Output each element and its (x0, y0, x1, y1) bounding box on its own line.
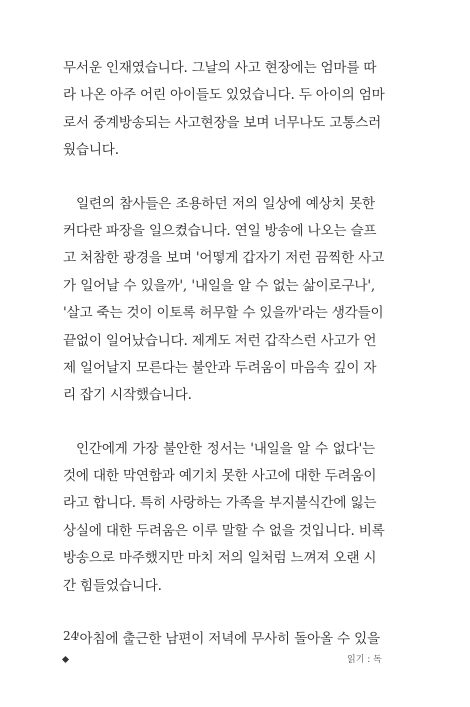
paragraph (63, 626, 380, 653)
text-line: 일련의 참사들은 조용하던 저의 일상에 예상치 못한 (76, 195, 375, 212)
text-line: 간 힘들었습니다. (63, 577, 162, 594)
text-line: 로서 중계방송되는 사고현장을 보며 너무나도 고통스러 (63, 114, 382, 131)
text-line: 라 나온 아주 어린 아이들도 있었습니다. 두 아이의 엄마 (63, 87, 385, 104)
paragraph (63, 55, 385, 165)
text-line: 상실에 대한 두려움은 이루 말할 수 없을 것입니다. 비록 (63, 522, 385, 539)
text-line: 고 처참한 광경을 보며 '어떻게 갑자기 저런 끔찍한 사고 (63, 250, 384, 267)
paragraph (63, 191, 384, 410)
paragraph (63, 436, 385, 600)
page-number: 24 (63, 629, 79, 643)
text-line: 가 일어날 수 있을까', '내일을 알 수 없는 삶이로구나', (63, 277, 375, 294)
text-line: 것에 대한 막연함과 예기치 못한 사고에 대한 두려움이 (63, 468, 377, 485)
body-text (63, 55, 385, 679)
running-footer-title: 읽기 : 독 (347, 655, 382, 665)
text-line: 인간에게 가장 불안한 정서는 '내일을 알 수 없다'는 (76, 440, 375, 457)
text-line: '살고 죽는 것이 이토록 허무할 수 있을까'라는 생각들이 (63, 305, 384, 322)
text-line: 제 일어날지 모른다는 불안과 두려움이 마음속 깊이 자 (63, 359, 377, 376)
text-line: 무서운 인재였습니다. 그날의 사고 현장에는 엄마를 따 (63, 60, 377, 76)
text-line: 방송으로 마주했지만 마치 저의 일처럼 느껴져 오랜 시 (63, 550, 377, 567)
text-line: 리 잡기 시작했습니다. (63, 387, 192, 404)
text-line: 라고 합니다. 특히 사랑하는 가족을 부지불식간에 잃는 (63, 495, 377, 512)
text-line: 끝없이 일어났습니다. 제게도 저런 갑작스런 사고가 언 (63, 332, 377, 349)
text-line: 커다란 파장을 일으켰습니다. 연일 방송에 나오는 슬프 (63, 222, 377, 239)
text-line: '아침에 출근한 남편이 저녁에 무사히 돌아올 수 있을 (76, 631, 380, 648)
text-line: 웠습니다. (63, 142, 119, 159)
